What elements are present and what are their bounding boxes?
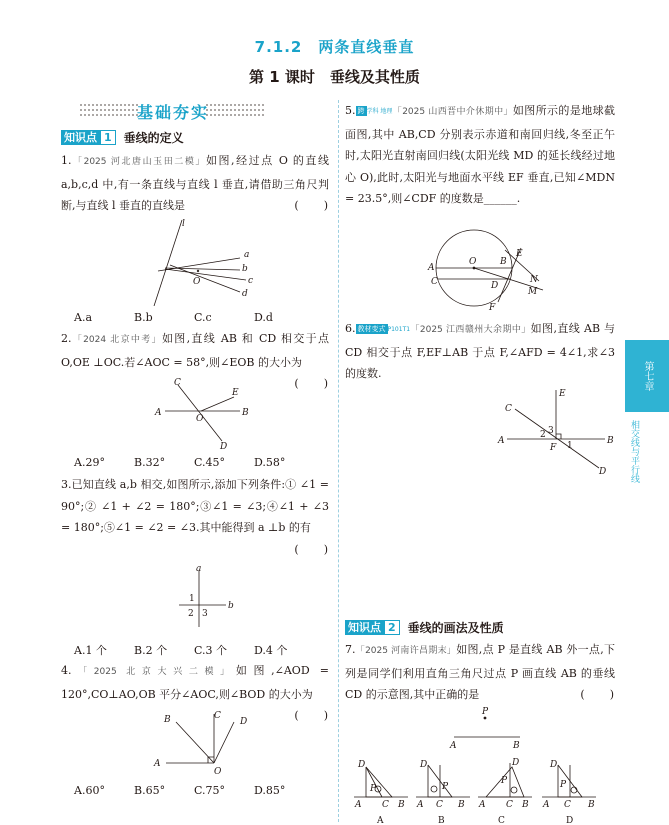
b-label-p: P [442, 782, 449, 792]
d-label-c: C [564, 800, 571, 810]
lesson-title: 第 1 课时 垂线及其性质 [249, 68, 420, 86]
knowledge-point-1 [61, 130, 184, 145]
option-d[interactable]: D.58° [254, 456, 286, 469]
d-label-a: A [543, 800, 550, 810]
question-7 [345, 639, 615, 706]
label-o: O [469, 257, 477, 267]
label-e: E [516, 249, 523, 259]
label-d: D [599, 467, 607, 477]
angle-2: 2 [188, 609, 194, 619]
section-banner [78, 97, 268, 123]
label-b: B [513, 741, 520, 751]
kp-num: 2 [384, 620, 400, 635]
label-n: N [530, 275, 538, 285]
answer-paren: ( ) [294, 377, 329, 390]
cross-subject-label: 学科 地理 [366, 107, 393, 115]
label-b: B [607, 436, 614, 446]
q7-main-figure [440, 706, 530, 754]
d-label-d: D [550, 760, 558, 770]
option-b-label: B [438, 816, 445, 825]
a-label-a: A [355, 800, 362, 810]
label-d: D [240, 717, 248, 727]
b-label-a: A [417, 800, 424, 810]
option-c[interactable]: C.3 个 [194, 644, 228, 657]
q2-figure [150, 375, 260, 453]
q-text: 如图,经过点 O 的直线 a,b,c,d 中,有一条直线与直线 l 垂直,请借助三角尺判断,与直线 l 垂直的直线是 [61, 154, 329, 212]
question-1 [61, 150, 329, 217]
section-title: 7.1.2 两条直线垂直 [254, 38, 415, 56]
q-number: 1. [61, 154, 72, 167]
label-c: C [174, 378, 181, 388]
kp-tag: 知识点 [61, 130, 100, 145]
c-label-c: C [506, 800, 513, 810]
q-text: 如图,点 P 是直线 AB 外一点,下列是同学们利用直角三角尺过点 P 画直线 AB 的垂线 CD 的示意图,其中正确的是 [345, 643, 615, 701]
label-m: M [528, 287, 538, 297]
answer-blank[interactable]: ______. [483, 192, 521, 205]
question-3 [61, 474, 329, 560]
c-label-a: A [479, 800, 486, 810]
answer-paren: ( ) [294, 709, 329, 722]
option-b[interactable]: B.32° [134, 456, 166, 469]
chapter-tab[interactable]: 第七章 [625, 340, 669, 412]
textbook-ref: P101T1 [387, 325, 411, 333]
label-b: B [242, 408, 249, 418]
d-label-b: B [588, 800, 595, 810]
q-text: 如图所示的是地球截面图,其中 AB,CD 分别表示赤道和南回归线,冬至正午时,太阳光直射南回归线(太阳光线 MD 的延长线经过地心 O),此时,太阳光与地面水平线 EF 垂直,已知∠MDN = 23.5°,则∠CDF 的度数是 [345, 104, 615, 205]
a-label-d: D [358, 760, 366, 770]
label-d: D [220, 442, 228, 452]
q-source: 「2025 江西赣州大余期中」 [410, 325, 531, 335]
a-label-b: B [398, 800, 405, 810]
option-d[interactable]: D.d [254, 311, 273, 324]
q-text: 如图,直线 AB 与 CD 相交于点 F,EF⊥AB 于点 F,∠AFD = 4∠1,求∠3 的度数. [345, 322, 615, 380]
option-c[interactable]: C.45° [194, 456, 226, 469]
option-a[interactable]: A.29° [74, 456, 105, 469]
label-c: C [431, 277, 438, 287]
label-f: F [489, 303, 496, 312]
q7-option-b-figure[interactable] [416, 760, 470, 825]
q-text: 如图,∠AOD = 120°,CO⊥AO,OB 平分∠AOC,则∠BOD 的大小为 [61, 664, 330, 701]
label-a: A [155, 408, 162, 418]
kp-name: 垂线的画法及性质 [407, 621, 504, 635]
label-e: E [232, 388, 239, 398]
label-p: P [482, 707, 489, 717]
kp-tag: 知识点 [345, 620, 384, 635]
kp-num: 1 [100, 130, 116, 145]
c-label-p: P [501, 776, 508, 786]
q-source: 「2025 河北唐山玉田二模」 [71, 157, 206, 167]
label-c: c [248, 276, 254, 286]
column-divider [338, 100, 339, 822]
label-b: B [164, 715, 171, 725]
label-a: A [450, 741, 457, 751]
q4-options [74, 784, 314, 797]
q7-option-figures [352, 755, 614, 825]
angle-3: 3 [202, 609, 208, 619]
label-b: b [228, 601, 234, 611]
b-label-c: C [436, 800, 443, 810]
q7-option-c-figure[interactable] [478, 758, 532, 825]
option-d-label: D [566, 816, 574, 825]
label-e: E [559, 389, 566, 399]
label-l: l [182, 219, 185, 229]
label-o: O [214, 767, 222, 777]
q-source: 「2024 北京中考」 [71, 335, 162, 345]
label-b: B [500, 257, 507, 267]
q7-option-d-figure[interactable] [542, 760, 596, 825]
option-d[interactable]: D.4 个 [254, 644, 288, 657]
q4-figure [148, 708, 258, 778]
option-c[interactable]: C.75° [194, 784, 226, 797]
label-c: C [505, 404, 512, 414]
a-label-p: P [370, 784, 377, 794]
textbook-badge: 教材变式 [357, 325, 386, 333]
label-a: a [244, 250, 250, 260]
answer-paren: ( ) [294, 542, 329, 556]
answer-paren: ( ) [294, 199, 329, 212]
q-number: 3. [61, 478, 72, 491]
c-label-b: B [522, 800, 529, 810]
label-b: b [242, 264, 248, 274]
label-f: F [550, 443, 557, 453]
b-label-d: D [420, 760, 428, 770]
banner-title: 基础夯实 [136, 103, 209, 122]
q-text: 已知直线 a,b 相交,如图所示,添加下列条件:① ∠1 = 90°;② ∠1 + ∠2 = 180°;③∠1 = ∠3;④∠1 + ∠3 = 180°;⑤∠1 = ∠2 = ∠3.其中能得到 a ⊥b 的有 [61, 478, 329, 534]
option-b[interactable]: B.65° [134, 784, 166, 797]
q-number: 5. [345, 104, 356, 117]
label-a: a [196, 564, 202, 574]
cross-subject-badge: 跨 [357, 107, 365, 115]
label-a: A [428, 263, 435, 273]
option-b[interactable]: B.b [134, 311, 153, 324]
q3-options [74, 642, 314, 658]
option-d[interactable]: D.85° [254, 784, 286, 797]
q-number: 2. [61, 332, 72, 345]
angle-3: 3 [548, 426, 554, 436]
knowledge-point-2 [345, 620, 504, 635]
q1-figure [140, 214, 270, 306]
label-d: d [242, 289, 248, 299]
q-source: 「2025 山西晋中介休期中」 [392, 107, 513, 117]
label-a: A [154, 759, 161, 769]
label-d: D [491, 281, 499, 291]
option-a[interactable]: A.60° [74, 784, 105, 797]
q-number: 4. [61, 664, 72, 677]
q-number: 6. [345, 322, 356, 335]
option-a[interactable]: A.1 个 [74, 644, 107, 657]
angle-1: 1 [189, 594, 195, 604]
answer-paren: ( ) [580, 688, 615, 701]
b-label-b: B [458, 800, 465, 810]
question-5 [345, 100, 615, 210]
c-label-d: D [512, 758, 520, 768]
label-a: A [498, 436, 505, 446]
option-a-label: A [377, 816, 384, 825]
option-c[interactable]: C.c [194, 311, 212, 324]
d-label-p: P [560, 780, 567, 790]
q5-figure [425, 226, 555, 312]
label-c: C [214, 711, 221, 721]
q-source: 「2025 河南许昌期末」 [355, 646, 457, 656]
q7-option-a-figure[interactable] [354, 760, 408, 825]
a-label-c: C [382, 800, 389, 810]
question-6 [345, 318, 615, 385]
q1-options [74, 311, 314, 324]
option-a[interactable]: A.a [74, 311, 92, 324]
angle-1: 1 [567, 441, 573, 451]
kp-name: 垂线的定义 [123, 131, 184, 145]
label-o: O [193, 277, 201, 287]
q3-figure [176, 563, 242, 629]
q-text: 如图,直线 AB 和 CD 相交于点 O,OE ⊥OC.若∠AOC = 58°,则∠EOB 的大小为 [61, 332, 330, 369]
chapter-topic: 相交线与平行线 [629, 420, 639, 483]
label-o: O [196, 414, 204, 424]
q6-figure [495, 384, 620, 480]
option-c-label: C [498, 816, 505, 825]
angle-2: 2 [540, 430, 546, 440]
option-b[interactable]: B.2 个 [134, 644, 168, 657]
q-source: 「2025 北京大兴二模」 [71, 667, 236, 677]
q2-options [74, 456, 314, 469]
q-number: 7. [345, 643, 356, 656]
